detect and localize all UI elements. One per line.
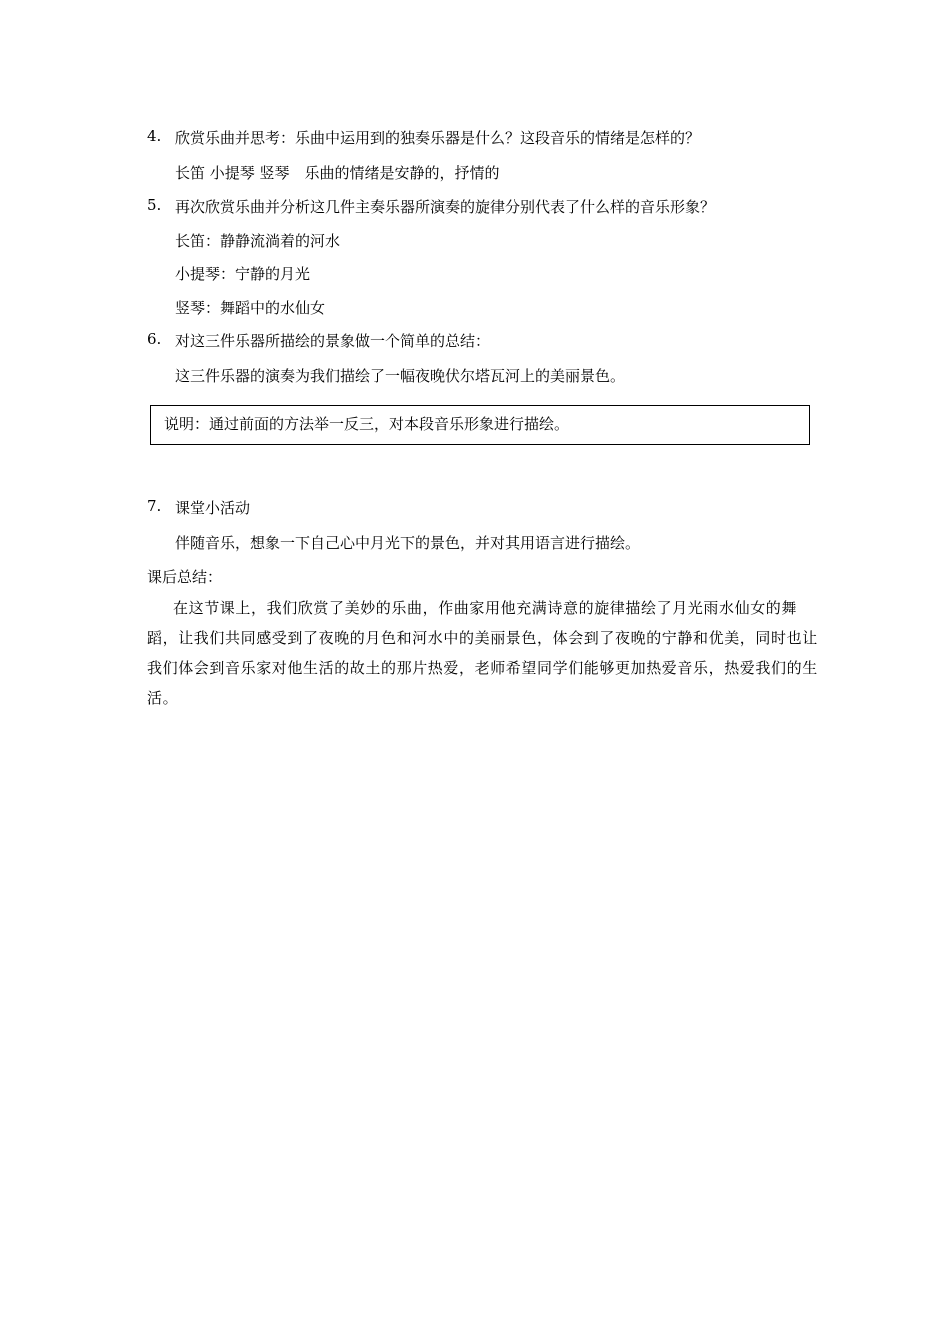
item-4-text: 欣赏乐曲并思考：乐曲中运用到的独奏乐器是什么？这段音乐的情绪是怎样的？ [175,129,701,147]
item-4-answer: 长笛 小提琴 竖琴 乐曲的情绪是安静的，抒情的 [175,164,500,182]
item-5-answer-harp: 竖琴：舞蹈中的水仙女 [175,299,326,317]
item-5-answer-flute: 长笛：静静流淌着的河水 [175,232,341,250]
item-6-number: 6. [147,330,162,348]
item-6-answer: 这三件乐器的演奏为我们描绘了一幅夜晚伏尔塔瓦河上的美丽景色。 [175,367,626,385]
item-5-number: 5. [147,196,162,214]
summary-heading: 课后总结： [147,568,223,586]
item-7-text: 课堂小活动 [175,499,251,517]
item-7-activity: 伴随音乐，想象一下自己心中月光下的景色，并对其用语言进行描绘。 [175,534,641,552]
item-4-number: 4. [147,127,162,145]
note-text: 说明：通过前面的方法举一反三，对本段音乐形象进行描绘。 [164,415,570,433]
note-box [150,405,810,445]
item-5-text: 再次欣赏乐曲并分析这几件主奏乐器所演奏的旋律分别代表了什么样的音乐形象？ [175,198,716,216]
item-6-text: 对这三件乐器所描绘的景象做一个简单的总结： [175,332,491,350]
summary-paragraph: 在这节课上，我们欣赏了美妙的乐曲，作曲家用他充满诗意的旋律描绘了月光雨水仙女的舞蹈，让我们共同感受到了夜晚的月色和河水中的美丽景色，体会到了夜晚的宁静和优美，同时也让我们体会到音乐家对他生活的故土的那片热爱，老师希望同学们能够更加热爱音乐，热爱我们的生活。 [147,599,818,707]
item-7-number: 7. [147,497,162,515]
item-5-answer-violin: 小提琴：宁静的月光 [175,265,311,283]
